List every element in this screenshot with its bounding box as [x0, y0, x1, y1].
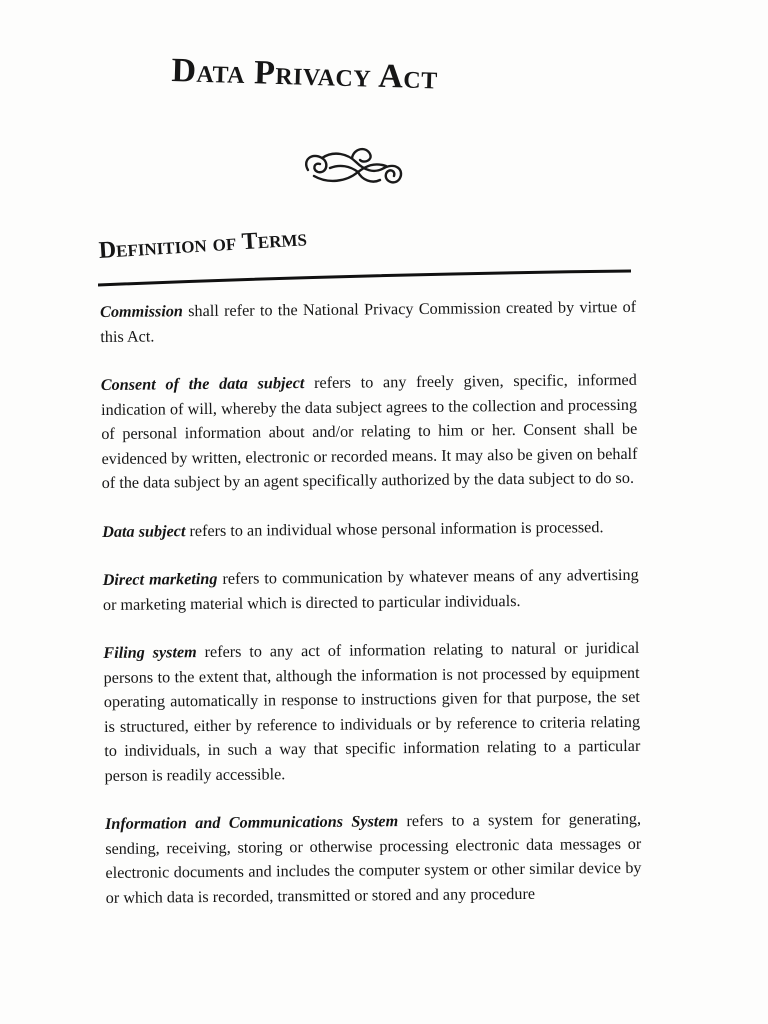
definition-text: refers to communication by whatever means of any advertising or marketing material which is directed to particular individuals. [102, 565, 639, 614]
definition-consent [101, 368, 638, 496]
definition-filing-system [103, 636, 640, 788]
page-title: Data Privacy Act [170, 52, 439, 97]
definition-text: refers to any freely given, specific, informed indication of will, whereby the data subject agrees to the collection and processing of personal information about and/or relating to him or her. Consent shall be evidenced by written, electronic or recorded means. It may also be given on behalf of the data subject by an agent specifically authorized by the data subject to do so. [100, 370, 638, 492]
section-heading: Definition of Terms [98, 225, 308, 264]
definition-term: Consent of the data subject [100, 374, 305, 394]
definition-direct-marketing [103, 563, 639, 617]
definition-term: Information and Communications System [104, 812, 399, 833]
definition-data-subject [102, 514, 638, 544]
definition-text: refers to a system for generating, sending, receiving, storing or otherwise processing electronic data messages or electronic documents and includes the computer system or other similar device by or which data is recorded, transmitted or stored and any procedure [105, 809, 642, 907]
definition-term: Data subject [102, 521, 186, 541]
definition-term: Direct marketing [102, 569, 218, 589]
heading-underline [98, 268, 631, 288]
definition-text: refers to an individual whose personal information is processed. [185, 517, 604, 540]
definition-term: Commission [100, 302, 183, 321]
definition-commission [100, 295, 636, 349]
definition-text: shall refer to the National Privacy Commission created by virtue of this Act. [100, 297, 637, 346]
definition-information-communications-system [105, 807, 642, 910]
definitions-list [100, 295, 642, 934]
definition-text: refers to any act of information relating to natural or juridical persons to the extent that, although the information is not processed by equipment operating automatically in response to instructions given for that purpose, the set is structured, either by reference to individuals or by reference to criteria relating to individuals, in such a way that specific information relating to a particular person is readily accessible. [103, 638, 641, 785]
ornament-flourish-icon [300, 140, 410, 192]
definition-term: Filing system [103, 643, 197, 662]
